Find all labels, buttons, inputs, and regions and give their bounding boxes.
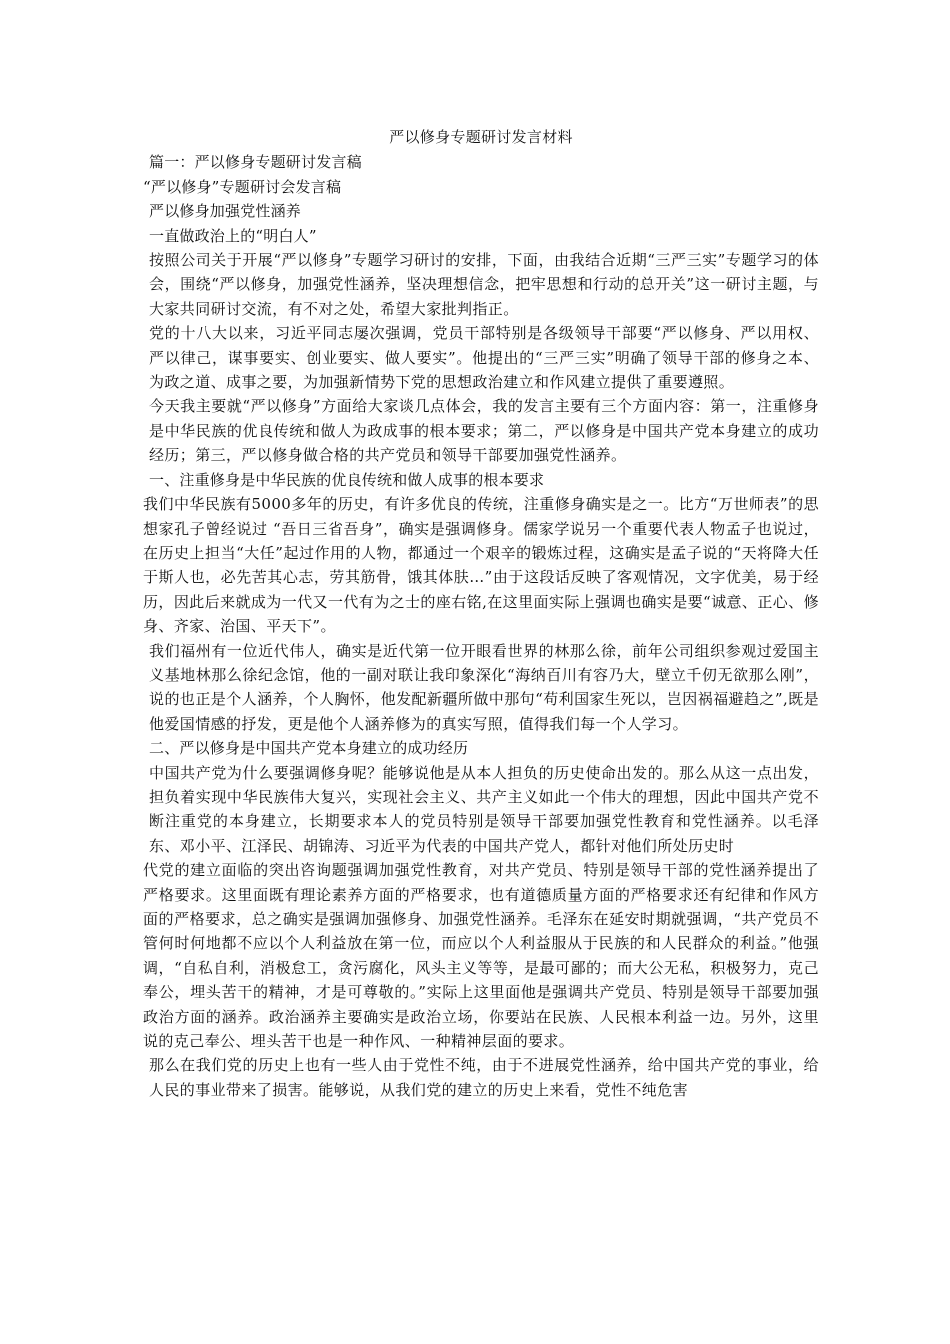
subtitle-line: 严以修身加强党性涵养 bbox=[149, 202, 302, 221]
section-heading: 一、注重修身是中华民族的优良传统和做人成事的根本要求 bbox=[149, 470, 545, 489]
body-paragraph: 我们中华民族有5000多年的历史，有许多优良的传统，注重修身确实是之一。比方“万世师表”的思想家孔子曾经说过 “吾日三省吾身”，确实是强调修身。儒家学说另一个重要代表人物孟子也说过，在历史上担当“大任”起过作用的人物，都通过一个艰辛的锻炼过程，这确实是孟子说的“天将降大任于斯人也，必先苦其心志，劳其筋骨，饿其体肤…”由于这段话反映了客观情况，文字优美，易于经历，因此后来就成为一代又一代有为之士的座右铭,在这里面实际上强调也确实是要“诚意、正心、修身、齐家、治国、平天下”。 bbox=[143, 495, 819, 636]
body-paragraph: 按照公司关于开展“严以修身”专题学习研讨的安排，下面，由我结合近期“三严三实”专题学习的体会，围绕“严以修身，加强党性涵养，坚决理想信念，把牢思想和行动的总开关”这一研讨主题，与大家共同研讨交流，有不对之处，希望大家批判指正。 bbox=[149, 251, 819, 318]
subtitle-line: 一直做政治上的“明白人” bbox=[149, 226, 317, 245]
body-paragraph: 党的十八大以来，习近平同志屡次强调，党员干部特别是各级领导干部要“严以修身、严以用权、严以律己，谋事要实、创业要实、做人要实”。他提出的“三严三实”明确了领导干部的修身之本、为政之道、成事之要，为加强新情势下党的思想政治建立和作风建立提供了重要遵照。 bbox=[149, 324, 819, 392]
body-paragraph: 我们福州有一位近代伟人，确实是近代第一位开眼看世界的林那么徐，前年公司组织参观过爱国主义基地林那么徐纪念馆，他的一副对联让我印象深化“海纳百川有容乃大，壁立千仞无欲那么刚”，说的也正是个人涵养，个人胸怀，他发配新疆所做中那句“苟利国家生死以，岂因祸福避趋之”,既是他爱国情感的抒发，更是他个人涵养修为的真实写照，值得我们每一个人学习。 bbox=[149, 641, 819, 733]
body-paragraph: 中国共产党为什么要强调修身呢？能够说他是从本人担负的历史使命出发的。那么从这一点出发，担负着实现中华民族伟大复兴，实现社会主义、共产主义如此一个伟大的理想，因此中国共产党不断注重党的本身建立，长期要求本人的党员特别是领导干部要加强党性教育和党性涵养。以毛泽东、邓小平、江泽民、胡锦涛、习近平为代表的中国共产党人，都针对他们所处历史时 bbox=[149, 763, 819, 855]
subtitle-line: “严以修身”专题研讨会发言稿 bbox=[143, 177, 342, 196]
body-paragraph: 那么在我们党的历史上也有一些人由于党性不纯，由于不进展党性涵养，给中国共产党的事业，给人民的事业带来了损害。能够说，从我们党的建立的历史上来看，党性不纯危害 bbox=[149, 1056, 819, 1099]
subtitle-line: 篇一：严以修身专题研讨发言稿 bbox=[149, 153, 362, 172]
document-body bbox=[143, 125, 819, 1102]
body-paragraph: 代党的建立面临的突出咨询题强调加强党性教育，对共产党员、特别是领导干部的党性涵养提出了严格要求。这里面既有理论素养方面的严格要求，也有道德质量方面的严格要求还有纪律和作风方面的严格要求，总之确实是强调加强修身、加强党性涵养。毛泽东在延安时期就强调，“共产党员不管何时何地都不应以个人利益放在第一位，而应以个人利益服从于民族的和人民群众的利益。”他强调，“自私自利，消极怠工，贪污腐化，风头主义等等，是最可鄙的；而大公无私，积极努力，克己奉公，埋头苦干的精神，才是可尊敬的。”实际上这里面他是强调共产党员、特别是领导干部要加强政治方面的涵养。政治涵养主要确实是政治立场，你要站在民族、人民根本利益一边。另外，这里说的克己奉公、埋头苦干也是一种作风、一种精神层面的要求。 bbox=[143, 861, 819, 1051]
document-title: 严以修身专题研讨发言材料 bbox=[389, 128, 573, 146]
body-paragraph: 今天我主要就“严以修身”方面给大家谈几点体会，我的发言主要有三个方面内容：第一，注重修身是中华民族的优良传统和做人为政成事的根本要求；第二，严以修身是中国共产党本身建立的成功经历；第三，严以修身做合格的共产党员和领导干部要加强党性涵养。 bbox=[149, 397, 819, 465]
section-heading: 二、严以修身是中国共产党本身建立的成功经历 bbox=[149, 739, 469, 758]
